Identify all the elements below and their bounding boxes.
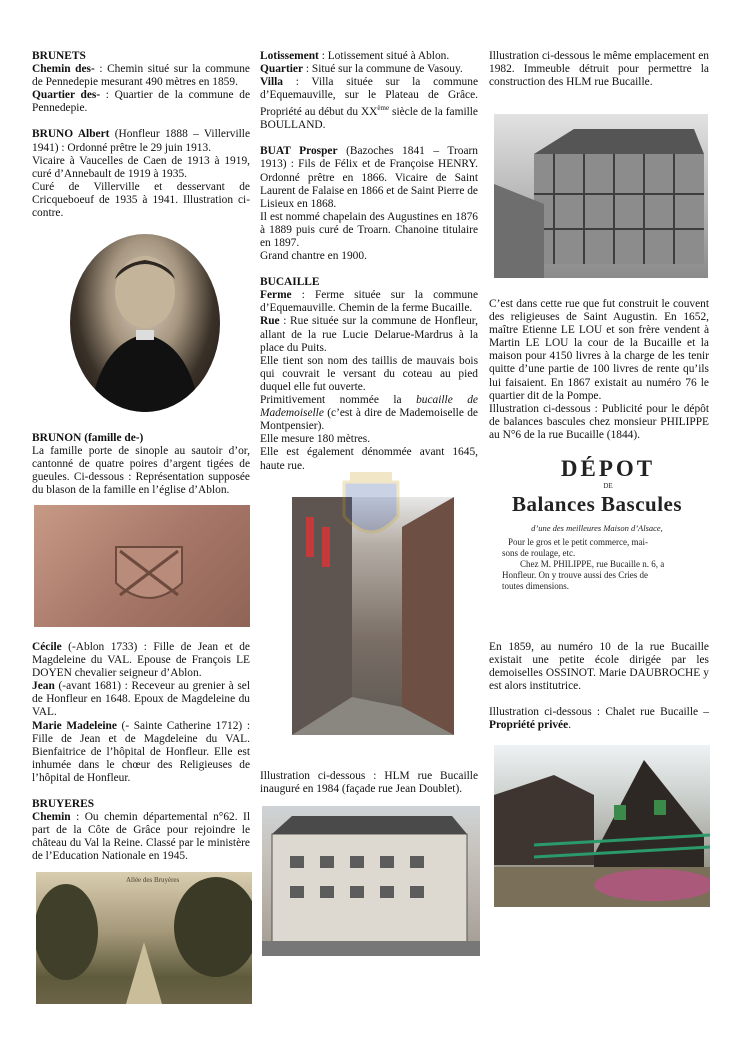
brunon-section	[32, 432, 250, 497]
shield-carving-icon	[34, 505, 250, 627]
villa-entry: Villa : Villa située sur la commune d’Equemauville, sur le Plateau de Grâce. Propriété au début du XXème siècle de la famille BOULLAND.	[260, 76, 478, 132]
portrait-photo	[70, 234, 220, 412]
bruno-entry: BRUNO Albert (Honfleur 1888 – Villerville 1941) : Ordonné prêtre le 29 juin 1913.	[32, 128, 251, 154]
bruyeres-entry: Chemin : Ou chemin départemental n°62. Il part de la Côte de Grâce pour rejoindre le château du Val la Reine. Classé par le ministère de l’Education Nationale en 1945.	[32, 811, 250, 863]
trees-illustration	[36, 872, 252, 1004]
right-column-lower	[489, 641, 709, 733]
hlm-photo	[262, 806, 480, 956]
hlm-caption: Illustration ci-dessous : HLM rue Bucaille inauguré en 1984 (façade rue Jean Doublet).	[260, 770, 478, 796]
ecole-text: En 1859, au numéro 10 de la rue Bucaille existait une petite école dirigée par les demoiselles OSSINOT. Marie DAUBROCHE y est alors institutrice.	[489, 641, 709, 693]
chalet-illustration	[494, 745, 710, 907]
pub-caption: Illustration ci-dessous : Publicité pour le dépôt de balances bascules chez monsieur PHILIPPE au N°6 de la rue Bucaille (1844).	[489, 402, 709, 441]
blason-photo	[34, 505, 250, 627]
old-building-illustration	[494, 114, 708, 278]
advert-line-5: toutes dimensions.	[502, 581, 569, 591]
advert-depot: DÉPOT	[560, 456, 656, 481]
rue-entry: Rue : Rue située sur la commune de Honfleur, allant de la rue Lucie Delarue-Mardrus à la place du Puits.	[260, 315, 478, 354]
priest-figure	[70, 234, 220, 412]
brunon-heading: BRUNON (famille de-)	[32, 432, 144, 444]
rue-haute: Elle est également dénommée avant 1645, haute rue.	[260, 446, 478, 472]
bruyeres-heading: BRUYERES	[32, 798, 95, 811]
bruno-vicaire: Vicaire à Vaucelles de Caen de 1913 à 1919, curé d’Annebault de 1919 à 1935.	[32, 154, 250, 180]
chalet-photo	[494, 745, 710, 907]
bucaille-heading: BUCAILLE	[260, 276, 320, 289]
building-illustration	[262, 806, 480, 956]
right-intro: Illustration ci-dessous le même emplacement en 1982. Immeuble détruit pour permettre la construction des HLM rue Bucaille.	[489, 50, 709, 89]
rue-mesure: Elle mesure 180 mètres.	[260, 433, 371, 446]
bruno-cure: Curé de Villerville et desservant de Cricqueboeuf de 1935 à 1941. Illustration ci-contre.	[32, 180, 250, 220]
chalet-caption: Illustration ci-dessous : Chalet rue Bucaille – Propriété privée.	[489, 706, 709, 732]
cecile-entry: Cécile (-Ablon 1733) : Fille de Jean et de Magdeleine du VAL. Epouse de François LE DOYEN chevalier seigneur d’Ablon.	[32, 641, 250, 680]
advert-title: Balances Bascules	[511, 492, 683, 516]
ferme-entry: Ferme : Ferme située sur la commune d’Equemauville. Chemin de la ferme Bucaille.	[260, 289, 478, 315]
crest-watermark	[340, 472, 402, 548]
rue-nom: Elle tient son nom des taillis de mauvais bois qui couvrait le versant du coteau au pied duquel elle fut ouverte.	[260, 354, 478, 393]
advert-line-1: Pour le gros et le petit commerce, mai-	[508, 537, 648, 547]
postcard-caption: Allée des Bruyères	[126, 876, 180, 884]
advert-line-2: sons de roulage, etc.	[502, 548, 576, 558]
shield-watermark-icon	[340, 472, 402, 548]
buat-entry: BUAT Prosper (Bazoches 1841 – Troarn 1913) : Fils de Félix et de Françoise HENRY. Ordonné prêtre en 1866. Vicaire de Saint Laurent de Falaise en 1866 et de Saint Pierre de Lisieux en 1868.	[260, 145, 478, 210]
quartier-entry: Quartier : Situé sur la commune de Vasouy.	[260, 63, 463, 76]
brunets-heading: BRUNETS	[32, 50, 86, 62]
buat-chantre: Grand chantre en 1900.	[260, 250, 367, 263]
left-column	[32, 50, 250, 220]
rue-primitivement: Primitivement nommée la bucaille de Mademoiselle (c’est à dire de Mademoiselle de Montpensier).	[260, 394, 478, 433]
jean-entry: Jean (-avant 1681) : Receveur au grenier à sel de Honfleur en 1648. Epoux de Magdeleine du VAL.	[32, 680, 250, 719]
brunets-chemin-entry: Chemin des- : Chemin situé sur la commune de Pennedepie mesurant 490 mètres en 1859.	[32, 63, 250, 89]
advert-line-4: Honfleur. On y trouve aussi des Cries de	[502, 570, 648, 580]
brunon-text: La famille porte de sinople au sautoir d’or, cantonné de quatre poires d’argent tigées de gueules. Ci-dessous : Représentation supposée du blason de la famille en l’église d’Ablon.	[32, 445, 250, 497]
advert-subtitle: d’une des meilleures Maison d’Alsace,	[531, 523, 663, 533]
right-column-text	[489, 298, 709, 442]
balances-advert	[492, 456, 702, 626]
1982-photo	[494, 114, 708, 278]
brunon-members	[32, 641, 250, 864]
marie-entry: Marie Madeleine (- Sainte Catherine 1712) : Fille de Jean et de Magdeleine du VAL. Bienfaitrice de l’hôpital de Honfleur. Elle est inhumée dans le chœur des Religieuses de l’hôpital de Honfleur.	[32, 719, 250, 784]
advert-de: DE	[603, 482, 613, 490]
middle-column	[260, 50, 478, 473]
buat-chapelain: Il est nommé chapelain des Augustines en 1876 à 1889 puis curé de Troarn. Chanoine titulaire en 1897.	[260, 210, 478, 250]
postcard-photo	[36, 872, 252, 1004]
advert-line-3: Chez M. PHILIPPE, rue Bucaille n. 6, a	[520, 559, 665, 569]
brunets-quartier-entry: Quartier des- : Quartier de la commune de Pennedepie.	[32, 89, 250, 115]
couvent-text: C’est dans cette rue que fut construit le couvent des religieuses de Saint Augustin. En 1652, maître Etienne LE LOU et son frère vendent à Martin LE LOU la cour de la Bucaille et la maison pour 4150 livres à la charge de les tenir quitte d’une partie de 100 livres de rente qu’ils lui faisaient. En 1867 existait au numéro 76 le quartier dit de la Pompe.	[489, 298, 709, 402]
lotissement-entry: Lotissement : Lotissement situé à Ablon.	[260, 50, 450, 62]
